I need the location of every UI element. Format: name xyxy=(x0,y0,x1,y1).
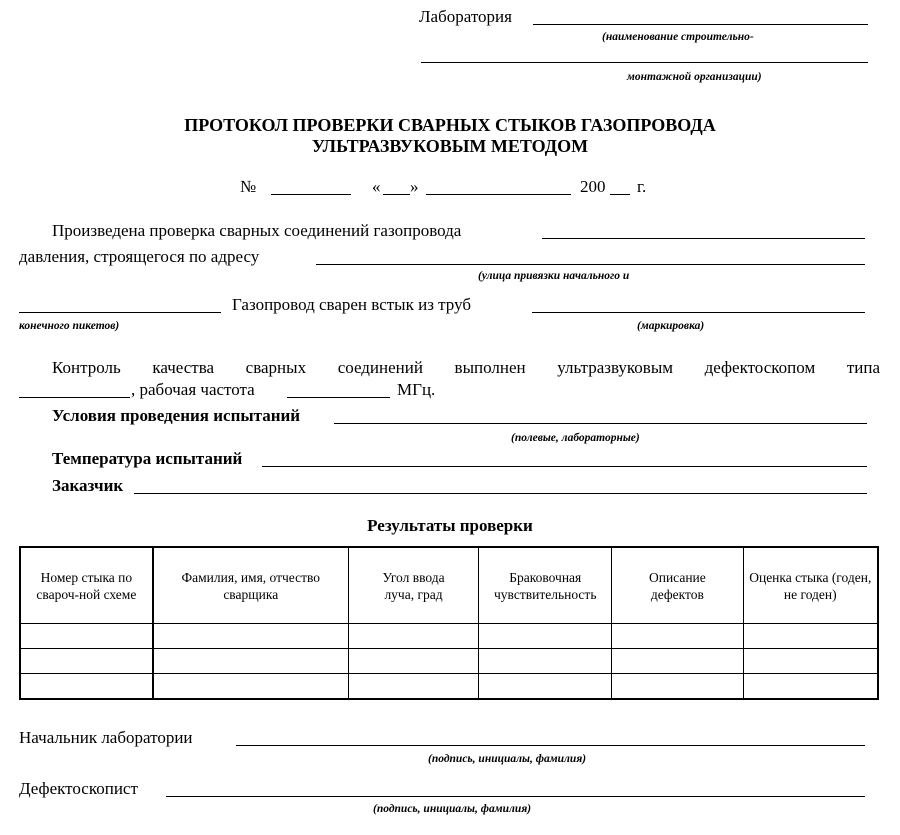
table-cell[interactable] xyxy=(153,649,349,674)
frequency-field[interactable] xyxy=(287,397,390,398)
customer-field[interactable] xyxy=(134,493,867,494)
table-cell[interactable] xyxy=(153,624,349,649)
frequency-unit: МГц. xyxy=(397,380,436,399)
column-joint-assessment: Оценка стыка (годен, не годен) xyxy=(743,547,878,624)
conditions-label: Условия проведения испытаний xyxy=(52,406,301,425)
lab-head-signature-field[interactable] xyxy=(236,745,865,746)
table-cell[interactable] xyxy=(20,624,153,649)
operator-label: Дефектоскопист xyxy=(19,779,138,798)
operator-caption: (подпись, инициалы, фамилия) xyxy=(373,803,532,815)
year-suffix: г. xyxy=(637,177,647,196)
column-rejection-sensitivity: Браковочная чувствительность xyxy=(479,547,612,624)
month-field[interactable] xyxy=(426,194,571,195)
laboratory-caption-1: (наименование строительно- xyxy=(602,31,754,43)
day-field[interactable] xyxy=(383,194,410,195)
inspection-intro-text: Произведена проверка сварных соединений газопровода xyxy=(52,221,462,240)
table-cell[interactable] xyxy=(743,649,878,674)
laboratory-name-field-2[interactable] xyxy=(421,62,868,63)
table-cell[interactable] xyxy=(348,674,478,700)
table-cell[interactable] xyxy=(612,674,743,700)
document-title-line-1: ПРОТОКОЛ ПРОВЕРКИ СВАРНЫХ СТЫКОВ ГАЗОПРОВОДА xyxy=(184,115,716,135)
laboratory-caption-2: монтажной организации) xyxy=(627,71,762,83)
street-caption: (улица привязки начального и xyxy=(478,270,630,282)
column-joint-number: Номер стыка по свароч-ной схеме xyxy=(20,547,153,624)
table-cell[interactable] xyxy=(612,649,743,674)
quote-close: » xyxy=(410,177,419,196)
table-cell[interactable] xyxy=(479,649,612,674)
conditions-caption: (полевые, лабораторные) xyxy=(511,432,640,444)
table-cell[interactable] xyxy=(20,674,153,700)
address-label: давления, строящегося по адресу xyxy=(19,247,260,266)
lab-head-caption: (подпись, инициалы, фамилия) xyxy=(428,753,587,765)
table-cell[interactable] xyxy=(348,649,478,674)
pickets-caption: конечного пикетов) xyxy=(19,320,120,332)
results-heading: Результаты проверки xyxy=(367,516,533,535)
table-cell[interactable] xyxy=(743,624,878,649)
table-row xyxy=(20,624,878,649)
frequency-label: , рабочая частота xyxy=(131,380,255,399)
column-welder-name: Фамилия, имя, отчество сварщика xyxy=(153,547,349,624)
column-defect-description: Описание дефектов xyxy=(612,547,743,624)
laboratory-name-field[interactable] xyxy=(533,24,868,25)
temperature-field[interactable] xyxy=(262,466,867,467)
pickets-field[interactable] xyxy=(19,312,221,313)
table-cell[interactable] xyxy=(479,624,612,649)
table-cell[interactable] xyxy=(153,674,349,700)
temperature-label: Температура испытаний xyxy=(52,449,243,468)
detector-type-field[interactable] xyxy=(19,397,130,398)
results-header-row xyxy=(20,547,878,624)
year-field[interactable] xyxy=(610,194,630,195)
table-cell[interactable] xyxy=(743,674,878,700)
operator-signature-field[interactable] xyxy=(166,796,865,797)
table-cell[interactable] xyxy=(348,624,478,649)
quote-open: « xyxy=(372,177,381,196)
lab-head-label: Начальник лаборатории xyxy=(19,728,193,747)
conditions-field[interactable] xyxy=(334,423,867,424)
gas-pipeline-type-field[interactable] xyxy=(542,238,865,239)
protocol-number-field[interactable] xyxy=(271,194,351,195)
address-field[interactable] xyxy=(316,264,865,265)
laboratory-label: Лаборатория xyxy=(419,7,512,26)
document-title-line-2: УЛЬТРАЗВУКОВЫМ МЕТОДОМ xyxy=(311,136,589,156)
column-beam-angle: Угол ввода луча, град xyxy=(348,547,478,624)
pipe-marking-field[interactable] xyxy=(532,312,865,313)
year-prefix: 200 xyxy=(580,177,606,196)
control-text: Контроль качества сварных соединений выполнен ультразвуковым дефектоскопом типа xyxy=(52,358,880,377)
table-cell[interactable] xyxy=(612,624,743,649)
table-row xyxy=(20,649,878,674)
table-row xyxy=(20,674,878,700)
marking-caption: (маркировка) xyxy=(637,320,705,332)
table-cell[interactable] xyxy=(479,674,612,700)
number-sign: № xyxy=(240,177,257,196)
customer-label: Заказчик xyxy=(52,476,124,495)
pipe-label: Газопровод сварен встык из труб xyxy=(232,295,472,314)
results-table xyxy=(19,546,879,700)
table-cell[interactable] xyxy=(20,649,153,674)
